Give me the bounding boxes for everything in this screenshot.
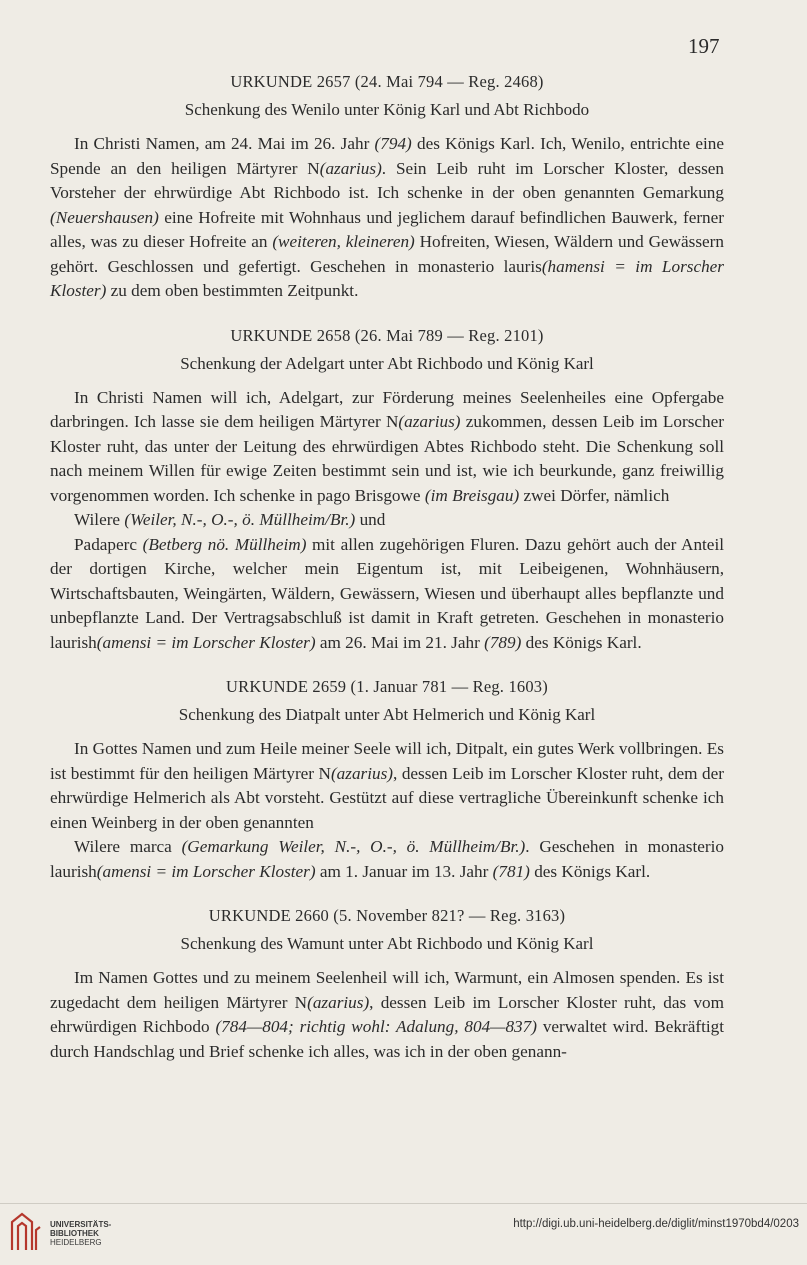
text-run: Padaperc xyxy=(74,534,143,554)
editorial-note: (Neuershausen) xyxy=(50,207,159,227)
charter-heading: URKUNDE 2657 (24. Mai 794 — Reg. 2468) xyxy=(230,72,544,91)
text-run: Wilere marca xyxy=(74,837,182,856)
text-run: . Sein Leib ruht im Lorscher Kloster, dessen Vorsteher der ehrwürdige Abt Richbodo ist. Ich schenke in der oben genannten Gemarkung xyxy=(50,158,724,202)
text-run: des Königs Karl. xyxy=(521,632,642,652)
text-run: . Geschehen in monasterio laurish xyxy=(50,837,724,881)
library-logo-text xyxy=(50,1220,111,1247)
charter-paragraph xyxy=(50,508,724,533)
source-url-link[interactable]: http://digi.ub.uni-heidelberg.de/diglit/minst1970bd4/0203 xyxy=(513,1218,799,1230)
charter-paragraph xyxy=(50,737,724,835)
text-run: am 1. Januar im 13. Jahr xyxy=(315,861,493,881)
charter-paragraph xyxy=(50,835,724,884)
text-run: In Christi Namen will ich, Adelgart, zur Förderung meines Seelenheiles eine Opfergabe darbringen. Ich lasse sie dem heiligen Märtyrer N xyxy=(50,387,724,431)
charter-2657 xyxy=(50,72,724,304)
library-logo-icon xyxy=(8,1210,44,1254)
text-run: mit allen zugehörigen Fluren. Dazu gehört auch der Anteil der dortigen Kirche, welcher mein Eigentum ist, mit Leibeigenen, Wohnhäusern, Wirtschaftsbauten, Weingärten, Wäldern, Gewässern, Wiesen und überhaupt alles bepflanzte und unbepflanzte Land. Der Vertragsabschluß ist damit in Kraft getreten. Geschehen in monasterio laurish xyxy=(50,534,724,652)
logo-line: UNIVERSITÄTS- xyxy=(50,1220,112,1229)
editorial-note: (azarius) xyxy=(330,763,394,783)
text-run: zu dem oben bestimmten Zeitpunkt. xyxy=(106,281,359,300)
charter-paragraph xyxy=(50,533,724,656)
editorial-note: (azarius) xyxy=(398,412,461,431)
editorial-note: (Weiler, N.-, O.-, ö. Müllheim/Br.) xyxy=(124,510,356,529)
editorial-note: (781) xyxy=(492,861,530,881)
charter-paragraph xyxy=(50,966,724,1064)
charter-heading: URKUNDE 2658 (26. Mai 789 — Reg. 2101) xyxy=(230,325,544,345)
text-run: In Gottes Namen und zum Heile meiner Seele will ich, Ditpalt, ein gutes Werk vollbringen. Es ist bestimmt für den heiligen Märtyrer N xyxy=(50,739,724,783)
text-run: , dessen Leib im Lorscher Kloster ruht, das vom ehrwürdigen Richbodo xyxy=(50,992,724,1036)
charter-paragraph xyxy=(50,132,724,304)
page-number: 197 xyxy=(688,34,720,58)
text-run: und xyxy=(355,510,386,529)
editorial-note: (im Breisgau) xyxy=(424,485,520,505)
charter-paragraph xyxy=(50,386,724,509)
text-run: In Christi Namen, am 24. Mai im 26. Jahr xyxy=(74,134,375,153)
editorial-note: (Gemarkung Weiler, N.-, O.-, ö. Müllheim/Br.) xyxy=(181,837,526,856)
text-run: verwaltet wird. Bekräftigt durch Handschlag und Brief schenke ich alles, was ich in der oben genann- xyxy=(50,1017,724,1061)
text-run: des Königs Karl. Ich, Wenilo, entrichte eine Spende an den heiligen Märtyrer N xyxy=(50,134,724,178)
charter-2660 xyxy=(50,906,724,1064)
text-run: zukommen, dessen Leib im Lorscher Kloster ruht, das unter der Leitung des ehrwürdigen Abtes Richbodo steht. Die Schenkung soll nach meinem Willen für ewige Zeiten bestimmt sein und ist, wie ich beurkunde, ganz freiwillig vorgenommen worden. Ich schenke in pago Brisgowe xyxy=(50,412,724,505)
editorial-note: (amensi = im Lorscher Kloster) xyxy=(96,861,316,881)
editorial-note: (hamensi = im Lorscher Kloster) xyxy=(50,256,724,300)
charter-title: Schenkung des Wenilo unter König Karl und Abt Richbodo xyxy=(184,100,590,119)
editorial-note: (784—804; richtig wohl: Adalung, 804—837) xyxy=(215,1017,537,1036)
charter-2658 xyxy=(50,326,724,656)
text-run: Wilere xyxy=(74,510,125,529)
text-run: eine Hofreite mit Wohnhaus und jeglichem darauf befindlichen Bauwerk, ferner alles, was zu dieser Hofreite an xyxy=(50,207,724,251)
footer-divider xyxy=(0,1203,807,1204)
text-run: am 26. Mai im 21. Jahr xyxy=(315,632,485,652)
charter-heading: URKUNDE 2659 (1. Januar 781 — Reg. 1603) xyxy=(226,677,548,696)
editorial-note: (azarius) xyxy=(319,158,382,178)
charter-title: Schenkung des Diatpalt unter Abt Helmerich und König Karl xyxy=(178,705,596,724)
editorial-note: (Betberg nö. Müllheim) xyxy=(142,534,307,554)
text-run: Hofreiten, Wiesen, Wäldern und Gewässern gehört. Geschlossen und gefertigt. Geschehen in monasterio lauris xyxy=(50,232,724,276)
logo-line: HEIDELBERG xyxy=(50,1238,102,1247)
text-run: zwei Dörfer, nämlich xyxy=(519,485,670,505)
document-body xyxy=(50,72,724,1086)
charter-heading: URKUNDE 2660 (5. November 821? — Reg. 3163) xyxy=(208,906,566,925)
editorial-note: (weiteren, kleineren) xyxy=(272,232,415,251)
charter-title: Schenkung der Adelgart unter Abt Richbodo und König Karl xyxy=(180,353,594,373)
text-run: Im Namen Gottes und zu meinem Seelenheil will ich, Warmunt, ein Almosen spenden. Es ist zugedacht dem heiligen Märtyrer N xyxy=(50,968,724,1012)
editorial-note: (789) xyxy=(484,632,522,652)
text-run: , dessen Leib im Lorscher Kloster ruht, dem der ehrwürdige Helmerich als Abt vorsteht. Gestützt auf diese vertragliche Übereinkunft schenke ich einen Weinberg in der oben genannten xyxy=(50,763,724,832)
editorial-note: (amensi = im Lorscher Kloster) xyxy=(96,632,316,652)
logo-line: BIBLIOTHEK xyxy=(50,1229,99,1238)
text-run: des Königs Karl. xyxy=(529,861,651,881)
editorial-note: (azarius) xyxy=(307,992,370,1012)
editorial-note: (794) xyxy=(374,134,412,153)
charter-title: Schenkung des Wamunt unter Abt Richbodo und König Karl xyxy=(180,934,594,953)
charter-2659 xyxy=(50,677,724,884)
